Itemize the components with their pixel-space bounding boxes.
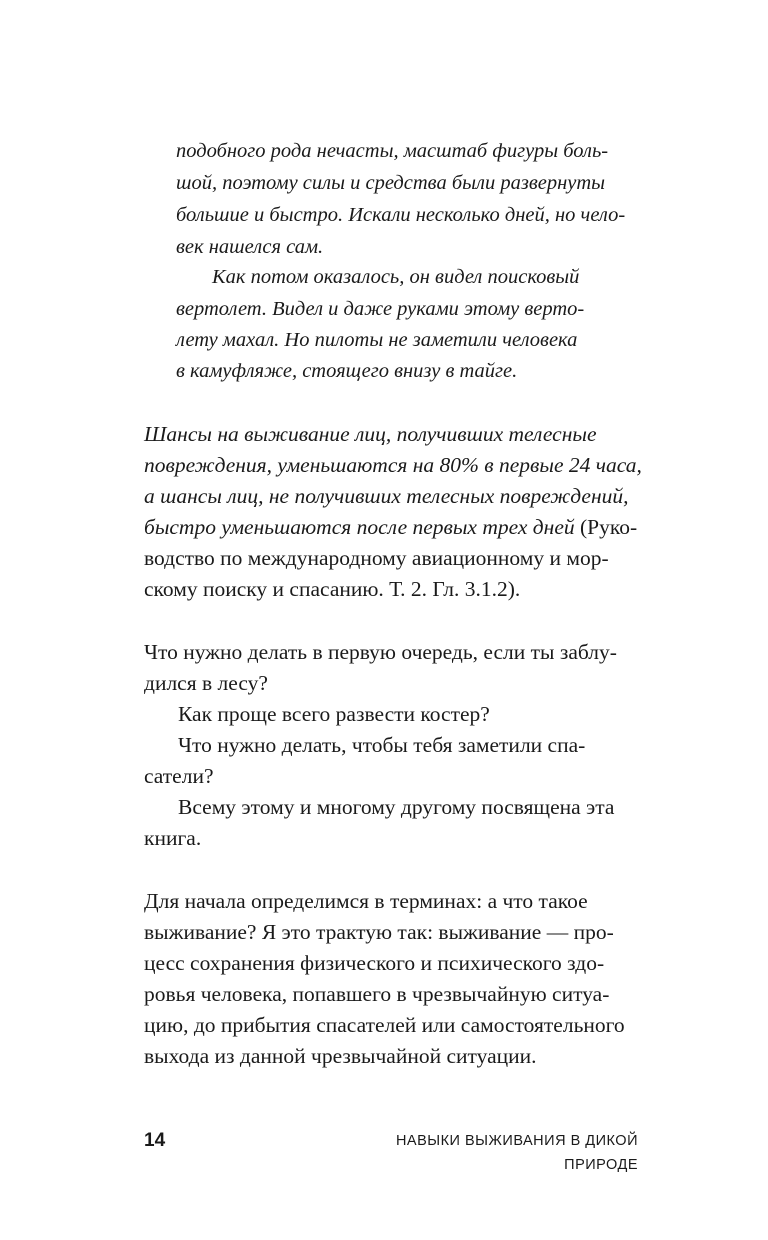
question-line: Всему этому и многому другому посвящена эта <box>178 795 615 819</box>
quote-line: большие и быстро. Искали несколько дней, но чело- <box>176 204 626 226</box>
question-line: Что нужно делать в первую очередь, если ты заблу- <box>144 640 617 664</box>
stats-line-italic: быстро уменьшаются после первых трех дней <box>144 515 575 539</box>
question-line: Как проще всего развести костер? <box>178 702 490 726</box>
stats-line <box>144 512 637 542</box>
citation-start: (Руко- <box>580 515 638 539</box>
definition-line: Для начала определимся в терминах: а что такое <box>144 889 588 913</box>
question-line: Что нужно делать, чтобы тебя заметили спа- <box>178 733 586 757</box>
running-head: НАВЫКИ ВЫЖИВАНИЯ В ДИКОЙ ПРИРОДЕ <box>395 1133 638 1173</box>
question-line: дился в лесу? <box>144 671 268 695</box>
quote-line: шой, поэтому силы и средства были развернуты <box>176 172 606 194</box>
definition-line: цесс сохранения физического и психического здо- <box>144 951 605 975</box>
quote-line: век нашелся сам. <box>176 236 324 258</box>
quote-line: в камуфляже, стоящего внизу в тайге. <box>176 360 518 382</box>
definition-line: ровья человека, попавшего в чрезвычайную ситуа- <box>144 982 610 1006</box>
definition-line: выживание? Я это трактую так: выживание — про- <box>144 920 614 944</box>
definition-line: цию, до прибытия спасателей или самостоятельного <box>144 1013 625 1037</box>
quote-line: вертолет. Видел и даже руками этому верто- <box>176 298 585 320</box>
citation-line: скому поиску и спасанию. Т. 2. Гл. 3.1.2). <box>144 577 521 601</box>
question-line: сатели? <box>144 764 214 788</box>
citation-line: водство по международному авиационному и мор- <box>144 546 609 570</box>
quote-line: Как потом оказалось, он видел поисковый <box>212 266 580 288</box>
definition-line: выхода из данной чрезвычайной ситуации. <box>144 1044 537 1068</box>
quote-line: лету махал. Но пилоты не заметили человека <box>176 329 578 351</box>
stats-line: Шансы на выживание лиц, получивших телесные <box>144 422 597 446</box>
quote-line: подобного рода нечасты, масштаб фигуры боль- <box>176 140 609 162</box>
stats-line: а шансы лиц, не получивших телесных повреждений, <box>144 484 629 508</box>
question-line: книга. <box>144 826 202 850</box>
stats-line: повреждения, уменьшаются на 80% в первые 24 часа, <box>144 453 642 477</box>
page-number: 14 <box>144 1130 166 1151</box>
